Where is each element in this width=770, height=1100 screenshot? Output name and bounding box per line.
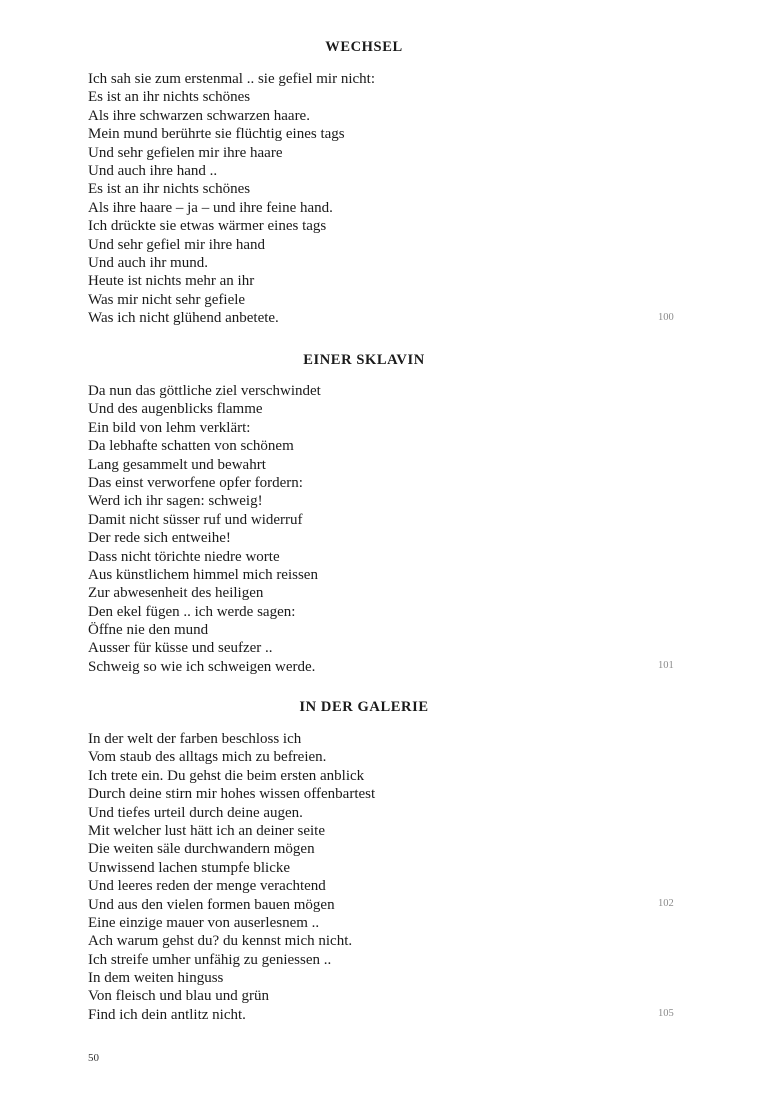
verse-line: Der rede sich entweihe! bbox=[88, 530, 231, 547]
verse-line: Ach warum gehst du? du kennst mich nicht. bbox=[88, 933, 353, 950]
verse-line: Die weiten säle durchwandern mögen bbox=[88, 841, 315, 858]
verse-line: Öffne nie den mund bbox=[88, 622, 209, 639]
verse-line: In der welt der farben beschloss ich bbox=[88, 731, 302, 747]
verse-line: Dass nicht törichte niedre worte bbox=[88, 548, 280, 565]
verse-line: Lang gesammelt und bewahrt bbox=[88, 456, 266, 473]
verse-line: Als ihre haare – ja – und ihre feine hand. bbox=[88, 199, 333, 216]
poem-title: EINER SKLAVIN bbox=[303, 352, 425, 368]
poem-body bbox=[88, 70, 648, 327]
line-number: 100 bbox=[658, 312, 674, 323]
poem-body bbox=[88, 730, 648, 1024]
verse-line: Aus künstlichem himmel mich reissen bbox=[88, 566, 318, 583]
verse-line: Und auch ihr mund. bbox=[88, 254, 208, 271]
verse-line: Und sehr gefiel mir ihre hand bbox=[88, 236, 266, 253]
verse-line: Eine einzige mauer von auserlesnem .. bbox=[88, 914, 320, 931]
verse-line: Heute ist nichts mehr an ihr bbox=[88, 273, 255, 290]
poem-body bbox=[88, 382, 648, 676]
verse-line: Zur abwesenheit des heiligen bbox=[88, 585, 264, 602]
verse-line: Und des augenblicks flamme bbox=[88, 401, 263, 418]
poem-title: WECHSEL bbox=[325, 39, 403, 55]
verse-line: Find ich dein antlitz nicht. bbox=[88, 1006, 246, 1023]
verse-line: Was ich nicht glühend anbetete. bbox=[88, 310, 279, 327]
verse-line: Damit nicht süsser ruf und widerruf bbox=[88, 511, 303, 528]
verse-line: Ich trete ein. Du gehst die beim ersten anblick bbox=[88, 767, 365, 784]
verse-line: Schweig so wie ich schweigen werde. bbox=[88, 658, 316, 675]
verse-line: Mein mund berührte sie flüchtig eines tags bbox=[88, 126, 345, 143]
verse-line: Werd ich ihr sagen: schweig! bbox=[88, 493, 263, 510]
verse-line: Ich sah sie zum erstenmal .. sie gefiel mir nicht: bbox=[88, 71, 375, 87]
verse-line: Und sehr gefielen mir ihre haare bbox=[88, 144, 283, 161]
verse-line: Und tiefes urteil durch deine augen. bbox=[88, 804, 303, 821]
verse-line: Unwissend lachen stumpfe blicke bbox=[88, 859, 291, 876]
verse-line: Da lebhafte schatten von schönem bbox=[88, 438, 294, 455]
verse-line: Was mir nicht sehr gefiele bbox=[88, 291, 246, 308]
verse-line: Ich drückte sie etwas wärmer eines tags bbox=[88, 218, 327, 235]
line-number: 105 bbox=[658, 1008, 674, 1019]
verse-line: Und auch ihre hand .. bbox=[88, 162, 218, 179]
verse-line: Es ist an ihr nichts schönes bbox=[88, 89, 251, 106]
line-number: 102 bbox=[658, 898, 674, 909]
verse-line: Den ekel fügen .. ich werde sagen: bbox=[88, 603, 296, 620]
verse-line: Durch deine stirn mir hohes wissen offenbartest bbox=[88, 786, 376, 803]
page-number: 50 bbox=[88, 1052, 99, 1064]
verse-line: Und leeres reden der menge verachtend bbox=[88, 878, 326, 895]
verse-line: Vom staub des alltags mich zu befreien. bbox=[88, 749, 327, 766]
verse-line: Ausser für küsse und seufzer .. bbox=[88, 640, 273, 657]
verse-line: Und aus den vielen formen bauen mögen bbox=[88, 896, 335, 913]
verse-line: Da nun das göttliche ziel verschwindet bbox=[88, 383, 321, 399]
verse-line: Mit welcher lust hätt ich an deiner seite bbox=[88, 822, 326, 839]
verse-line: Ein bild von lehm verklärt: bbox=[88, 419, 251, 436]
verse-line: Es ist an ihr nichts schönes bbox=[88, 181, 251, 198]
verse-line: Ich streife umher unfähig zu geniessen .. bbox=[88, 951, 332, 968]
verse-line: Das einst verworfene opfer fordern: bbox=[88, 474, 303, 491]
poem-title: IN DER GALERIE bbox=[299, 699, 429, 715]
verse-line: In dem weiten hinguss bbox=[88, 970, 224, 987]
verse-line: Als ihre schwarzen schwarzen haare. bbox=[88, 107, 310, 124]
line-number: 101 bbox=[658, 660, 674, 671]
verse-line: Von fleisch und blau und grün bbox=[88, 988, 269, 1005]
